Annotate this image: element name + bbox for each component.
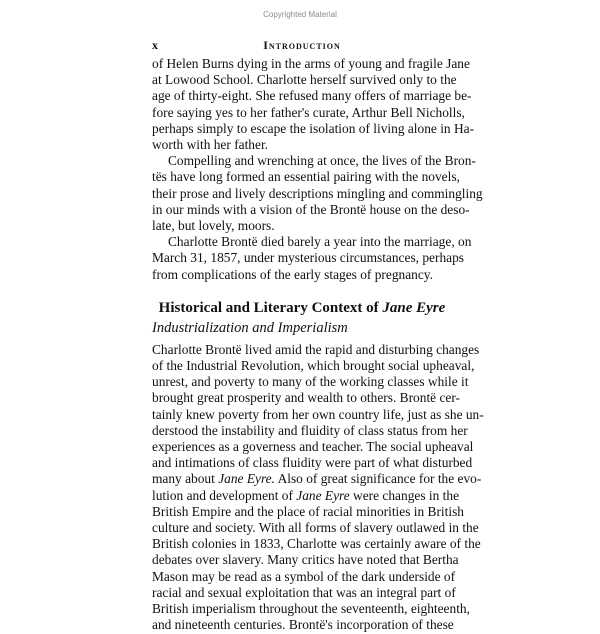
text-line: fore saying yes to her father's curate, Arthur Bell Nicholls, bbox=[152, 104, 465, 120]
copyright-watermark: Copyrighted Material bbox=[263, 10, 337, 19]
sub-heading: Industrialization and Imperialism bbox=[152, 319, 348, 336]
text-line: their prose and lively descriptions mingling and commingling bbox=[152, 185, 483, 201]
page-number: x bbox=[152, 38, 158, 52]
text-line: of the Industrial Revolution, which brought social upheaval, bbox=[152, 358, 475, 374]
text-line: age of thirty-eight. She refused many offers of marriage be- bbox=[152, 88, 472, 104]
text-fragment: lution and development of bbox=[152, 487, 297, 503]
text-line: Compelling and wrenching at once, the lives of the Bron- bbox=[168, 153, 476, 169]
text-line: of Helen Burns dying in the arms of young and fragile Jane bbox=[152, 56, 470, 71]
text-line bbox=[152, 487, 460, 504]
paragraph-industrialization bbox=[152, 341, 484, 634]
text-line: and nineteenth centuries. Brontë's incorporation of these bbox=[152, 617, 454, 633]
text-line: unrest, and poverty to many of the working classes while it bbox=[152, 374, 469, 390]
text-line: tës have long formed an essential pairing with the novels, bbox=[152, 169, 460, 185]
text-line: British imperialism throughout the seventeenth, eighteenth, bbox=[152, 601, 470, 617]
text-line: British Empire and the place of racial minorities in British bbox=[152, 503, 464, 519]
paragraph-helen-burns bbox=[152, 56, 475, 153]
text-line: brought great prosperity and wealth to others. Brontë cer- bbox=[152, 390, 460, 406]
section-heading-text: Historical and Literary Context of bbox=[158, 299, 383, 316]
text-line: Mason may be read as a symbol of the dark underside of bbox=[152, 568, 456, 584]
text-line: from complications of the early stages of pregnancy. bbox=[152, 266, 433, 282]
section-heading bbox=[152, 299, 452, 318]
text-line: Charlotte Brontë lived amid the rapid and disturbing changes bbox=[152, 341, 480, 357]
text-line: at Lowood School. Charlotte herself survived only to the bbox=[152, 72, 457, 88]
text-line: experiences as a governess and teacher. The social upheaval bbox=[152, 439, 474, 455]
text-fragment: many about bbox=[152, 471, 219, 487]
text-line: late, but lovely, moors. bbox=[152, 218, 275, 234]
book-page bbox=[152, 38, 484, 634]
text-line: British colonies in 1833, Charlotte was certainly aware of the bbox=[152, 536, 481, 552]
paragraph-death bbox=[152, 234, 472, 283]
text-fragment: were changes in the bbox=[349, 487, 460, 503]
text-line: in our minds with a vision of the Brontë house on the deso- bbox=[152, 201, 470, 217]
text-line: culture and society. With all forms of slavery outlawed in the bbox=[152, 520, 479, 536]
paragraph-compelling bbox=[152, 153, 483, 234]
book-title: Jane Eyre bbox=[296, 487, 350, 503]
text-line bbox=[152, 471, 482, 487]
chapter-title: Introduction bbox=[263, 38, 341, 52]
running-head bbox=[152, 38, 452, 54]
text-fragment: Also of great significance for the evo- bbox=[274, 471, 482, 487]
text-line: Charlotte Brontë died barely a year into the marriage, on bbox=[168, 234, 472, 250]
text-line: perhaps simply to escape the isolation of living alone in Ha- bbox=[152, 120, 475, 136]
text-line: derstood the instability and fluidity of class status from her bbox=[152, 422, 468, 438]
book-title: Jane Eyre. bbox=[218, 471, 275, 487]
page-body bbox=[152, 56, 484, 634]
text-line: debates over slavery. Many critics have noted that Bertha bbox=[152, 552, 459, 568]
text-line: worth with her father. bbox=[152, 137, 269, 153]
text-line: racial and sexual exploitation that was an integral part of bbox=[152, 584, 456, 600]
text-line: and intimations of class fluidity were part of what disturbed bbox=[152, 455, 473, 471]
section-heading-title: Jane Eyre bbox=[382, 299, 446, 316]
text-line: March 31, 1857, under mysterious circumstances, perhaps bbox=[152, 250, 464, 266]
text-line: tainly knew poverty from her own country life, just as she un- bbox=[152, 406, 484, 422]
